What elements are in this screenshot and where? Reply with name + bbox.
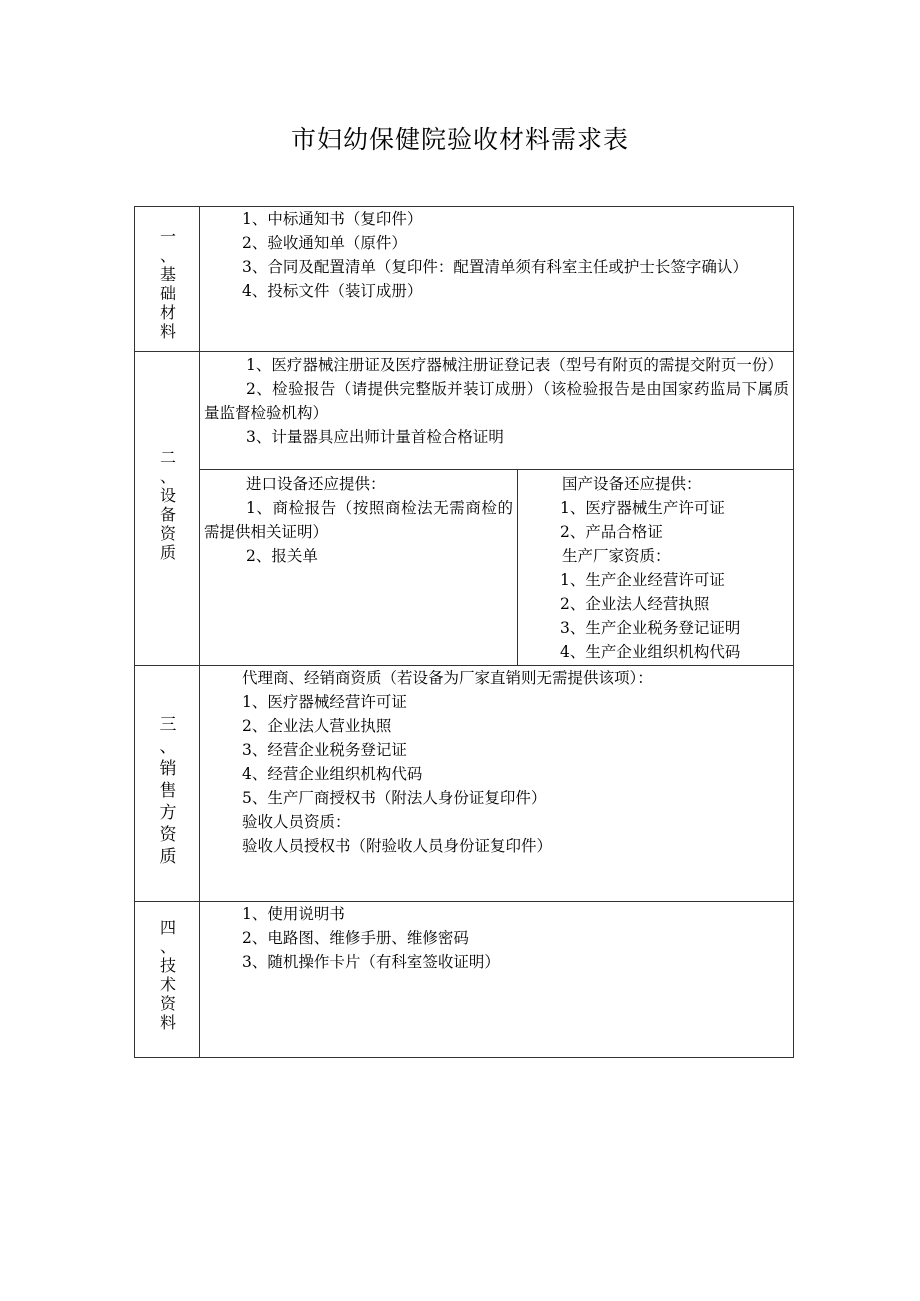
list-item: 1、医疗器械注册证及医疗器械注册证登记表（型号有附页的需提交附页一份） — [246, 356, 783, 374]
label-char: 备 — [159, 505, 176, 524]
label-char: 技 — [159, 956, 176, 975]
label-char: 料 — [159, 322, 176, 341]
list-item: 2、电路图、维修手册、维修密码 — [242, 929, 469, 947]
label-char: 方 — [159, 803, 177, 823]
section-technical-label — [135, 902, 199, 1032]
list-item: 3、计量器具应出师计量首检合格证明 — [246, 428, 504, 446]
section-basic-label-cell — [135, 207, 200, 352]
section-basic-row — [135, 207, 794, 352]
list-item: 4、投标文件（装订成册） — [242, 282, 423, 300]
equipment-split — [200, 469, 793, 665]
list-item: 4、生产企业组织机构代码 — [560, 643, 741, 661]
page-title: 市妇幼保健院验收材料需求表 — [290, 125, 629, 154]
section-basic-content — [200, 207, 794, 352]
list-item: 代理商、经销商资质（若设备为厂家直销则无需提供该项）： — [242, 669, 653, 687]
imported-heading: 进口设备还应提供： — [246, 475, 386, 493]
list-item: 1、医疗器械经营许可证 — [242, 693, 407, 711]
label-char: 、 — [159, 467, 176, 486]
label-char: 、 — [159, 937, 176, 956]
list-item: 3、生产企业税务登记证明 — [560, 619, 741, 637]
section-technical-row — [135, 902, 794, 1058]
list-item: 验收人员授权书（附验收人员身份证复印件） — [242, 837, 553, 855]
label-char: 质 — [159, 847, 177, 867]
list-item: 3、经营企业税务登记证 — [242, 741, 407, 759]
label-char: 资 — [159, 825, 177, 845]
list-item: 2、企业法人营业执照 — [242, 717, 392, 735]
section-seller-content — [200, 666, 794, 902]
list-item: 4、经营企业组织机构代码 — [242, 765, 423, 783]
section-seller-label-cell — [135, 666, 200, 902]
section-equipment-row — [135, 352, 794, 666]
list-item: 3、随机操作卡片（有科室签收证明） — [242, 953, 500, 971]
label-char: 一 — [159, 227, 176, 246]
section-basic-label — [135, 207, 199, 341]
label-char: 二 — [159, 448, 176, 467]
list-item: 生产厂家资质： — [562, 547, 671, 565]
list-item: 1、中标通知书（复印件） — [242, 210, 423, 228]
list-item: 3、合同及配置清单（复印件：配置清单须有科室主任或护士长签字确认） — [242, 258, 748, 276]
label-char: 资 — [159, 994, 176, 1013]
list-item: 2、检验报告（请提供完整版并装订成册）（该检验报告是由国家药监局下属质量监督检验机构） — [204, 380, 789, 422]
label-char: 资 — [159, 524, 176, 543]
list-item: 2、企业法人经营执照 — [560, 595, 710, 613]
label-char: 基 — [159, 265, 176, 284]
list-item: 2、报关单 — [246, 547, 318, 565]
label-char: 四 — [159, 918, 176, 937]
list-item: 验收人员资质： — [242, 813, 351, 831]
label-char: 础 — [159, 284, 176, 303]
label-char: 料 — [159, 1013, 176, 1032]
list-item: 1、使用说明书 — [242, 905, 345, 923]
list-item: 5、生产厂商授权书（附法人身份证复印件） — [242, 789, 547, 807]
requirements-table — [134, 206, 794, 1058]
domestic-equipment — [518, 470, 793, 665]
domestic-heading: 国产设备还应提供： — [562, 475, 702, 493]
section-technical-label-cell — [135, 902, 200, 1058]
label-char: 售 — [159, 781, 177, 801]
section-seller-row — [135, 666, 794, 902]
label-char: 、 — [159, 737, 177, 757]
label-char: 质 — [159, 543, 176, 562]
list-item: 1、医疗器械生产许可证 — [560, 499, 725, 517]
label-char: 销 — [159, 759, 177, 779]
section-equipment-label — [135, 352, 199, 562]
list-item: 2、产品合格证 — [560, 523, 663, 541]
list-item: 1、商检报告（按照商检法无需商检的需提供相关证明） — [204, 499, 513, 541]
list-item: 1、生产企业经营许可证 — [560, 571, 725, 589]
label-char: 材 — [159, 303, 176, 322]
equipment-general — [200, 352, 793, 469]
section-seller-label — [135, 666, 199, 868]
list-item: 2、验收通知单（原件） — [242, 234, 407, 252]
label-char: 术 — [159, 975, 176, 994]
imported-equipment — [200, 470, 518, 665]
section-technical-content — [200, 902, 794, 1058]
label-char: 设 — [159, 486, 176, 505]
section-equipment-label-cell — [135, 352, 200, 666]
label-char: 三 — [159, 715, 177, 735]
label-char: 、 — [159, 246, 176, 265]
section-equipment-content — [200, 352, 794, 666]
